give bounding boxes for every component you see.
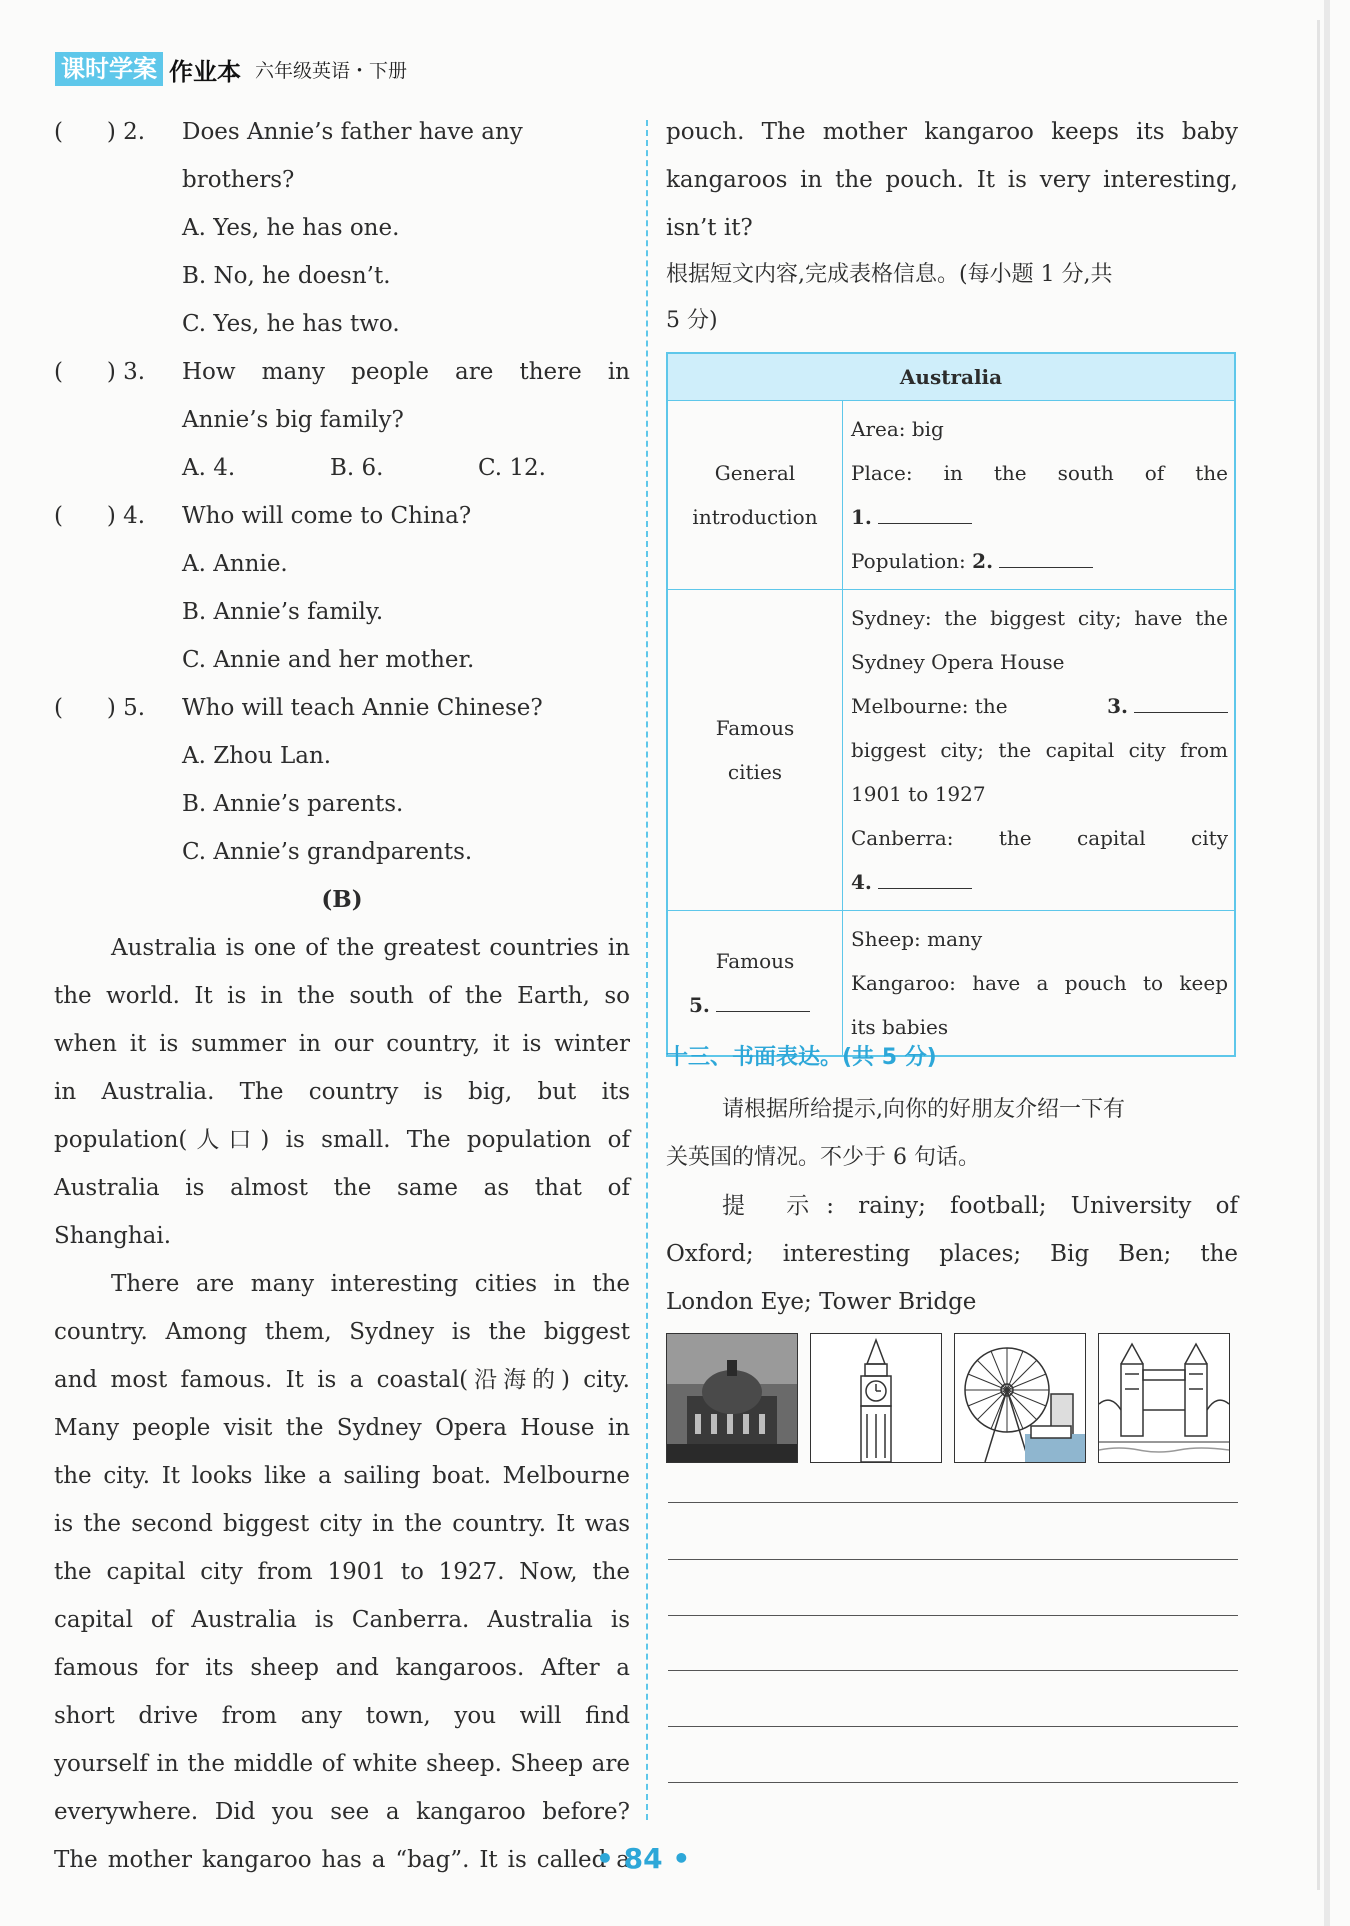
blank-number: 5.	[689, 993, 710, 1017]
table-instruction: 根据短文内容,完成表格信息。(每小题 1 分,共	[666, 262, 1113, 287]
page-number: • 84 •	[596, 1842, 691, 1875]
section-b-title: (B)	[321, 886, 363, 913]
passage-line: is the second biggest city in the country. It was	[54, 1511, 630, 1537]
row-label: Famous cities	[667, 590, 843, 911]
question-4	[54, 492, 630, 540]
oxford-picture	[666, 1333, 798, 1463]
option: C. Annie and her mother.	[182, 647, 475, 673]
row-label: Famous 5.	[667, 911, 843, 1057]
passage-line: There are many interesting cities in the	[111, 1271, 630, 1297]
option: B. Annie’s parents.	[182, 791, 404, 817]
right-column-top	[666, 108, 1238, 344]
question-2	[54, 108, 630, 204]
hint-line: 提 示: rainy; football; University of	[722, 1193, 1238, 1219]
picture-strip	[666, 1333, 1230, 1463]
passage-line: pouch. The mother kangaroo keeps its baby	[666, 119, 1238, 145]
big-ben-picture	[810, 1333, 942, 1463]
question-5	[54, 684, 630, 732]
australia-info-table	[666, 352, 1236, 1057]
passage-line: everywhere. Did you see a kangaroo before?	[54, 1799, 630, 1825]
tower-bridge-picture	[1098, 1333, 1230, 1463]
option: A. Yes, he has one.	[182, 215, 400, 241]
writing-line[interactable]	[668, 1782, 1238, 1783]
writing-line[interactable]	[668, 1726, 1238, 1727]
writing-line[interactable]	[668, 1615, 1238, 1616]
passage-line: and most famous. It is a coastal(沿海的) city.	[54, 1367, 630, 1393]
passage-line: the world. It is in the south of the Earth, so	[54, 983, 630, 1009]
table-instruction-cont: 5 分)	[666, 308, 718, 333]
question-text: Who will come to China?	[182, 503, 472, 529]
option: B. 6.	[330, 455, 384, 481]
passage-line: Australia is almost the same as that of	[54, 1175, 630, 1201]
passage-line: the city. It looks like a sailing boat. Melbourne	[54, 1463, 630, 1489]
passage-paragraph-2	[54, 1260, 630, 1884]
passage-line: famous for its sheep and kangaroos. After a	[54, 1655, 630, 1681]
passage-line: Many people visit the Sydney Opera House in	[54, 1415, 630, 1441]
table-row-general	[667, 401, 1235, 590]
question-number[interactable]: ( ) 3.	[54, 359, 146, 385]
answer-blank-1[interactable]	[878, 503, 972, 524]
option: A. 4.	[182, 455, 236, 481]
question-text: How many people are there in	[182, 359, 630, 385]
row-content: Area: big Place: in the south of the 1. Population: 2.	[843, 401, 1236, 590]
blank-number: 3.	[1107, 694, 1128, 718]
answer-blank-4[interactable]	[878, 868, 972, 889]
passage-line: country. Among them, Sydney is the biggest	[54, 1319, 630, 1345]
brand-label: 课时学案	[55, 52, 163, 86]
question-3	[54, 348, 630, 396]
passage-line: population(人口) is small. The population of	[54, 1127, 630, 1153]
page-header	[55, 52, 407, 86]
question-number[interactable]: ( ) 5.	[54, 695, 146, 721]
option: A. Annie.	[182, 551, 288, 577]
writing-prompt	[666, 1086, 1238, 1326]
hint-line: Oxford; interesting places; Big Ben; the	[666, 1241, 1238, 1267]
table-row-cities	[667, 590, 1235, 911]
passage-line: kangaroos in the pouch. It is very interesting,	[666, 167, 1238, 193]
passage-line: isn’t it?	[666, 215, 753, 241]
london-eye-picture	[954, 1333, 1086, 1463]
passage-paragraph-1	[54, 924, 630, 1260]
answer-blank-3[interactable]	[1134, 692, 1228, 713]
passage-line: yourself in the middle of white sheep. Sheep are	[54, 1751, 630, 1777]
hint-line: London Eye; Tower Bridge	[666, 1289, 977, 1315]
option-row	[182, 444, 630, 492]
writing-line[interactable]	[668, 1670, 1238, 1671]
table-title: Australia	[667, 353, 1235, 401]
blank-number: 4.	[851, 870, 872, 894]
option: B. Annie’s family.	[182, 599, 384, 625]
answer-blank-5[interactable]	[716, 991, 810, 1012]
page-edge	[1324, 0, 1330, 1926]
passage-line: the capital city from 1901 to 1927. Now, the	[54, 1559, 630, 1585]
answer-blank-2[interactable]	[999, 547, 1093, 568]
option: C. Yes, he has two.	[182, 311, 400, 337]
passage-line: when it is summer in our country, it is winter	[54, 1031, 630, 1057]
column-divider	[646, 120, 648, 1820]
question-number[interactable]: ( ) 4.	[54, 503, 146, 529]
question-text: Who will teach Annie Chinese?	[182, 695, 543, 721]
blank-number: 1.	[851, 505, 872, 529]
question-text: Does Annie’s father have any brothers?	[182, 119, 523, 193]
book-subtitle: 六年级英语・下册	[255, 59, 408, 82]
option: C. 12.	[478, 455, 546, 481]
writing-line[interactable]	[668, 1502, 1238, 1503]
row-content: Sheep: many Kangaroo: have a pouch to keep its babies	[843, 911, 1236, 1057]
question-text-cont: Annie’s big family?	[182, 407, 404, 433]
book-type-label: 作业本	[169, 57, 241, 86]
table-row-famous	[667, 911, 1235, 1057]
blank-number: 2.	[972, 549, 994, 573]
page-edge-shadow	[1317, 20, 1320, 1890]
row-content: Sydney: the biggest city; have the Sydney Opera House Melbourne: the 3. biggest city; the capital city from 1901 to 1927 Canberra: the capital city 4.	[843, 590, 1236, 911]
question-number[interactable]: ( ) 2.	[54, 119, 146, 145]
option: C. Annie’s grandparents.	[182, 839, 473, 865]
passage-line: short drive from any town, you will find	[54, 1703, 630, 1729]
passage-line: in Australia. The country is big, but its	[54, 1079, 630, 1105]
section-13-title: 十三、书面表达。(共 5 分)	[666, 1045, 937, 1070]
left-column	[54, 108, 630, 1884]
passage-line: Australia is one of the greatest countries in	[111, 935, 630, 961]
prompt-line: 请根据所给提示,向你的好朋友介绍一下有	[722, 1097, 1125, 1122]
passage-line: The mother kangaroo has a “bag”. It is called a	[54, 1847, 630, 1873]
row-label: General introduction	[667, 401, 843, 590]
writing-line[interactable]	[668, 1559, 1238, 1560]
passage-line: Shanghai.	[54, 1223, 172, 1249]
option: B. No, he doesn’t.	[182, 263, 391, 289]
passage-line: capital of Australia is Canberra. Australia is	[54, 1607, 630, 1633]
option: A. Zhou Lan.	[182, 743, 332, 769]
prompt-line: 关英国的情况。不少于 6 句话。	[666, 1145, 980, 1170]
